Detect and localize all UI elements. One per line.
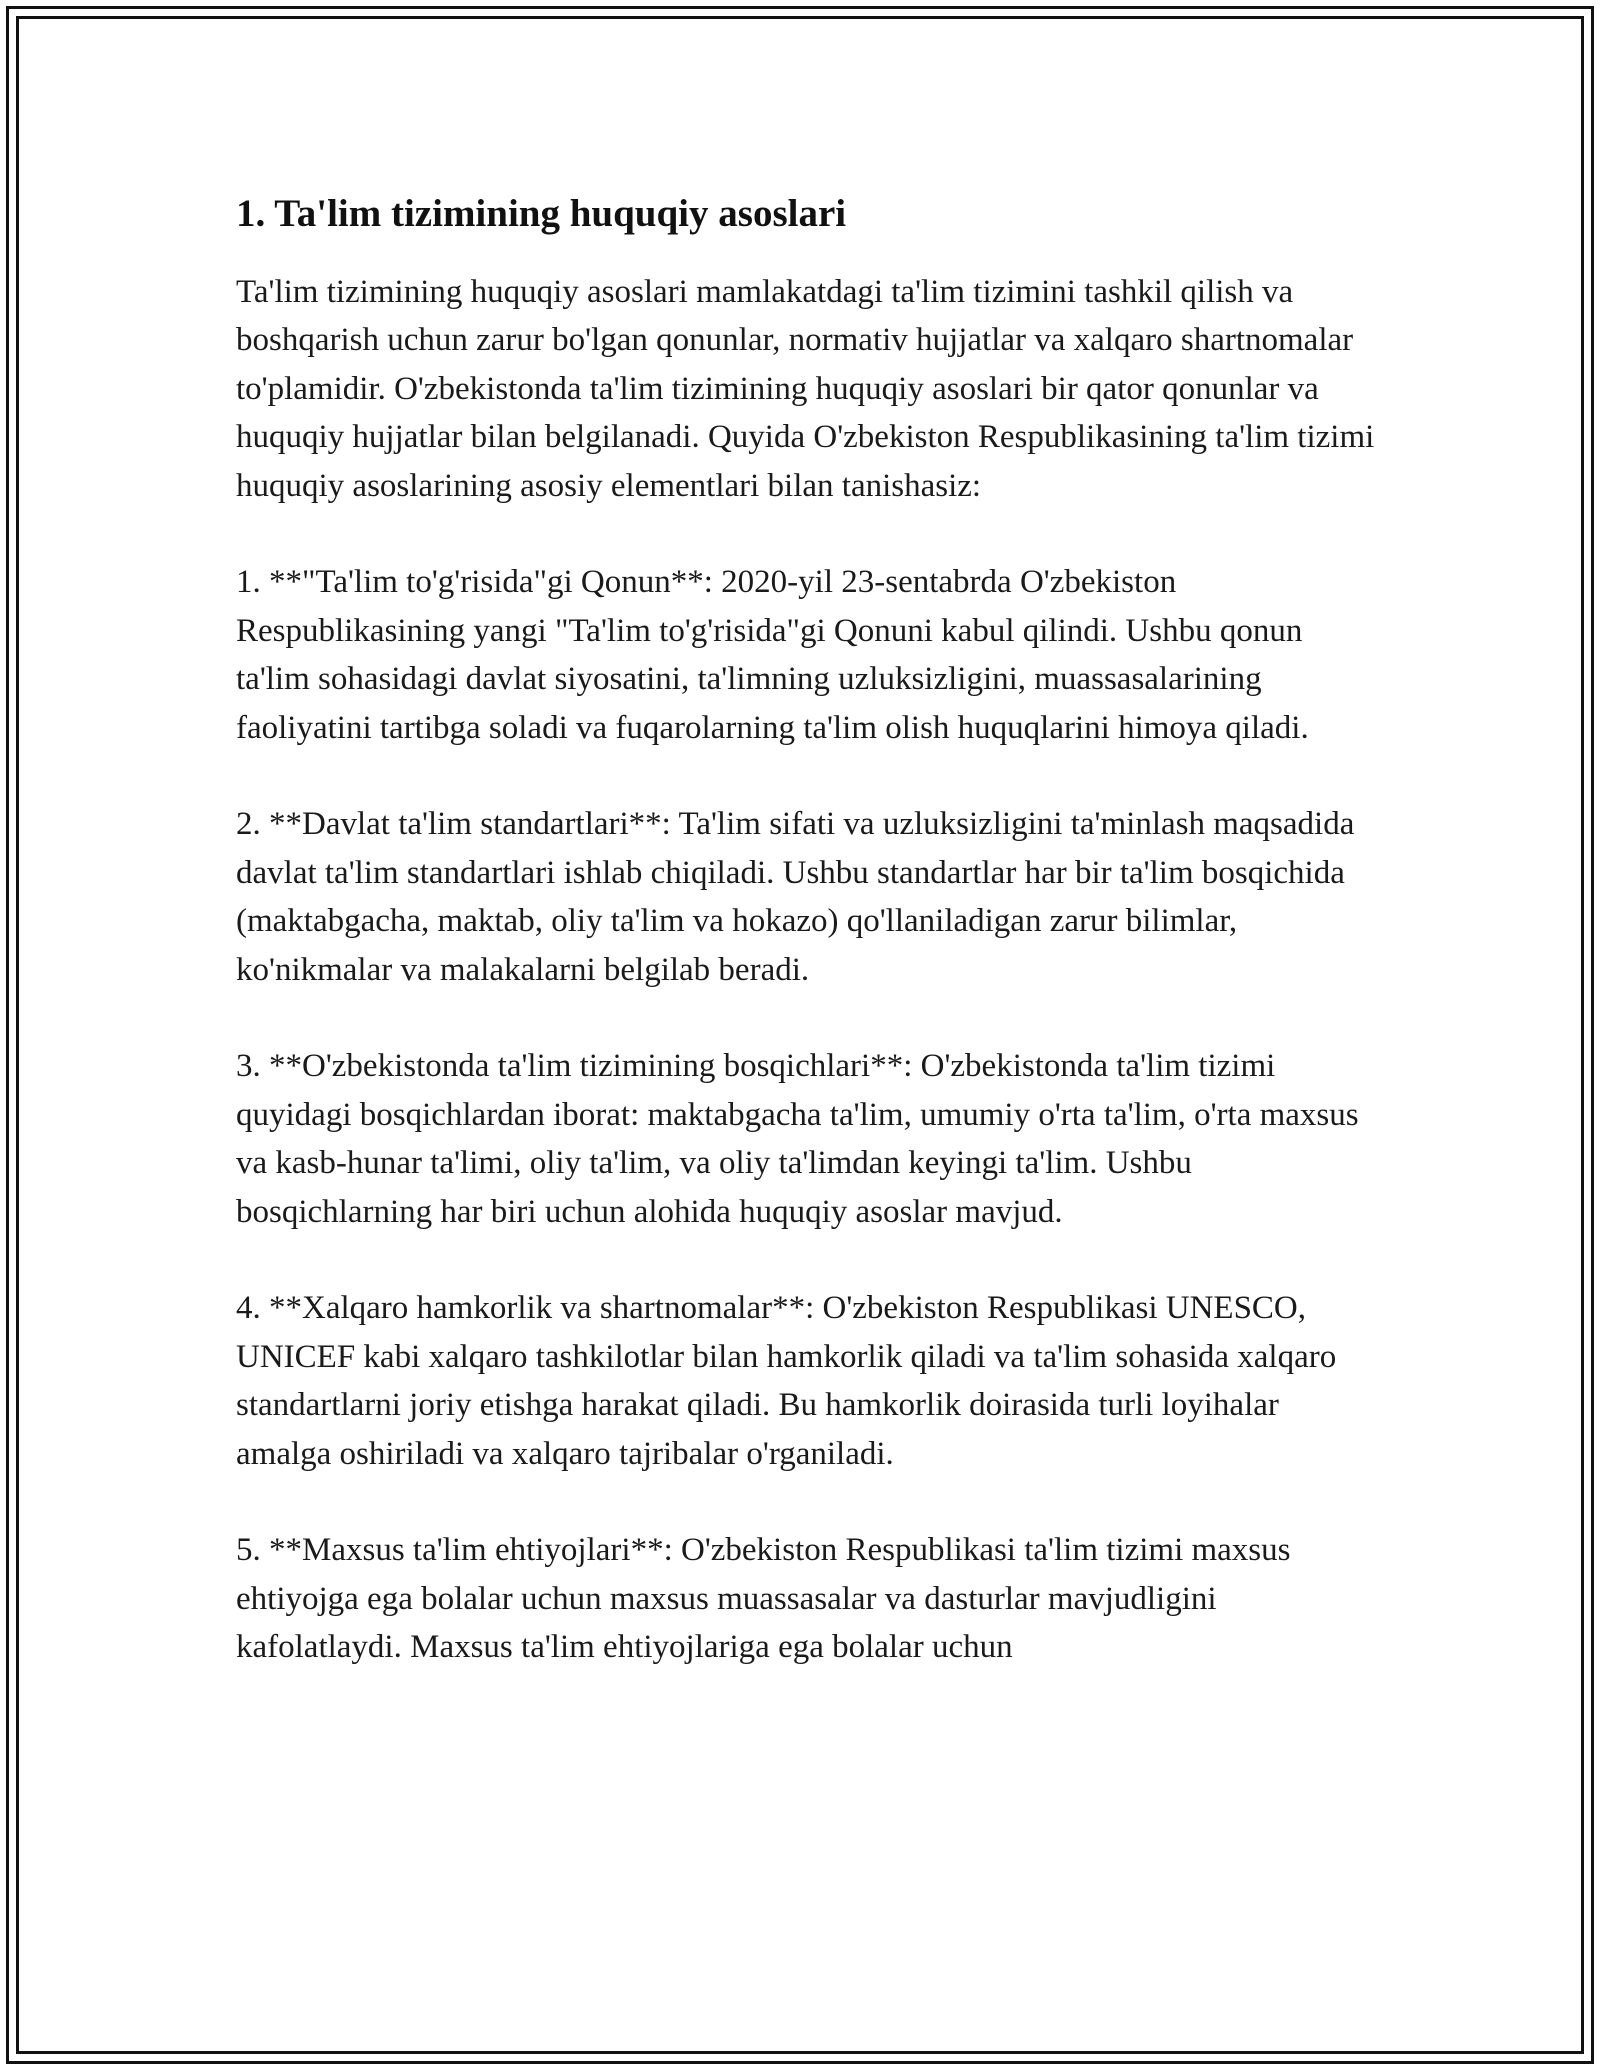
section-heading: 1. Ta'lim tizimining huquqiy asoslari	[236, 192, 847, 235]
paragraph-special-education: 5. **Maxsus ta'lim ehtiyojlari**: O'zbekiston Respublikasi ta'lim tizimi maxsus ehtiyojga ega bolalar uchun maxsus muassasalar va dasturlar mavjudligini kafolatlaydi. Maxsus ta'lim ehtiyojlariga ega bolalar uchun	[236, 1532, 1291, 1666]
paragraph-education-stages: 3. **O'zbekistonda ta'lim tizimining bosqichlari**: O'zbekistonda ta'lim tizimi quyidagi bosqichlardan iborat: maktabgacha ta'lim, umumiy o'rta ta'lim, o'rta maxsus va kasb-hunar ta'limi, oliy ta'lim, va oliy ta'limdan keyingi ta'lim. Ushbu bosqichlarning har biri uchun alohida huquqiy asoslar mavjud.	[236, 1048, 1359, 1230]
paragraph-state-standards: 2. **Davlat ta'lim standartlari**: Ta'lim sifati va uzluksizligini ta'minlash maqsadida davlat ta'lim standartlari ishlab chiqiladi. Ushbu standartlar har bir ta'lim bosqichida (maktabgacha, maktab, oliy ta'lim va hokazo) qo'llaniladigan zarur bilimlar, ko'nikmalar va malakalarni belgilab beradi.	[236, 806, 1355, 988]
intro-paragraph: Ta'lim tizimining huquqiy asoslari mamlakatdagi ta'lim tizimini tashkil qilish va boshqarish uchun zarur bo'lgan qonunlar, normativ hujjatlar va xalqaro shartnomalar to'plamidir. O'zbekistonda ta'lim tizimining huquqiy asoslari bir qator qonunlar va huquqiy hujjatlar bilan belgilanadi. Quyida O'zbekiston Respublikasining ta'lim tizimi huquqiy asoslarining asosiy elementlari bilan tanishasiz:	[236, 274, 1375, 504]
paragraph-law-on-education: 1. **"Ta'lim to'g'risida"gi Qonun**: 2020-yil 23-sentabrda O'zbekiston Respublikasining yangi "Ta'lim to'g'risida"gi Qonuni kabul qilindi. Ushbu qonun ta'lim sohasidagi davlat siyosatini, ta'limning uzluksizligini, muassasalarining faoliyatini tartibga soladi va fuqarolarning ta'lim olish huquqlarini himoya qiladi.	[236, 564, 1309, 746]
document-body	[236, 186, 1376, 1720]
paragraph-international-cooperation: 4. **Xalqaro hamkorlik va shartnomalar**: O'zbekiston Respublikasi UNESCO, UNICEF kabi xalqaro tashkilotlar bilan hamkorlik qiladi va ta'lim sohasida xalqaro standartlarni joriy etishga harakat qiladi. Bu hamkorlik doirasida turli loyihalar amalga oshiriladi va xalqaro tajribalar o'rganiladi.	[236, 1290, 1337, 1472]
